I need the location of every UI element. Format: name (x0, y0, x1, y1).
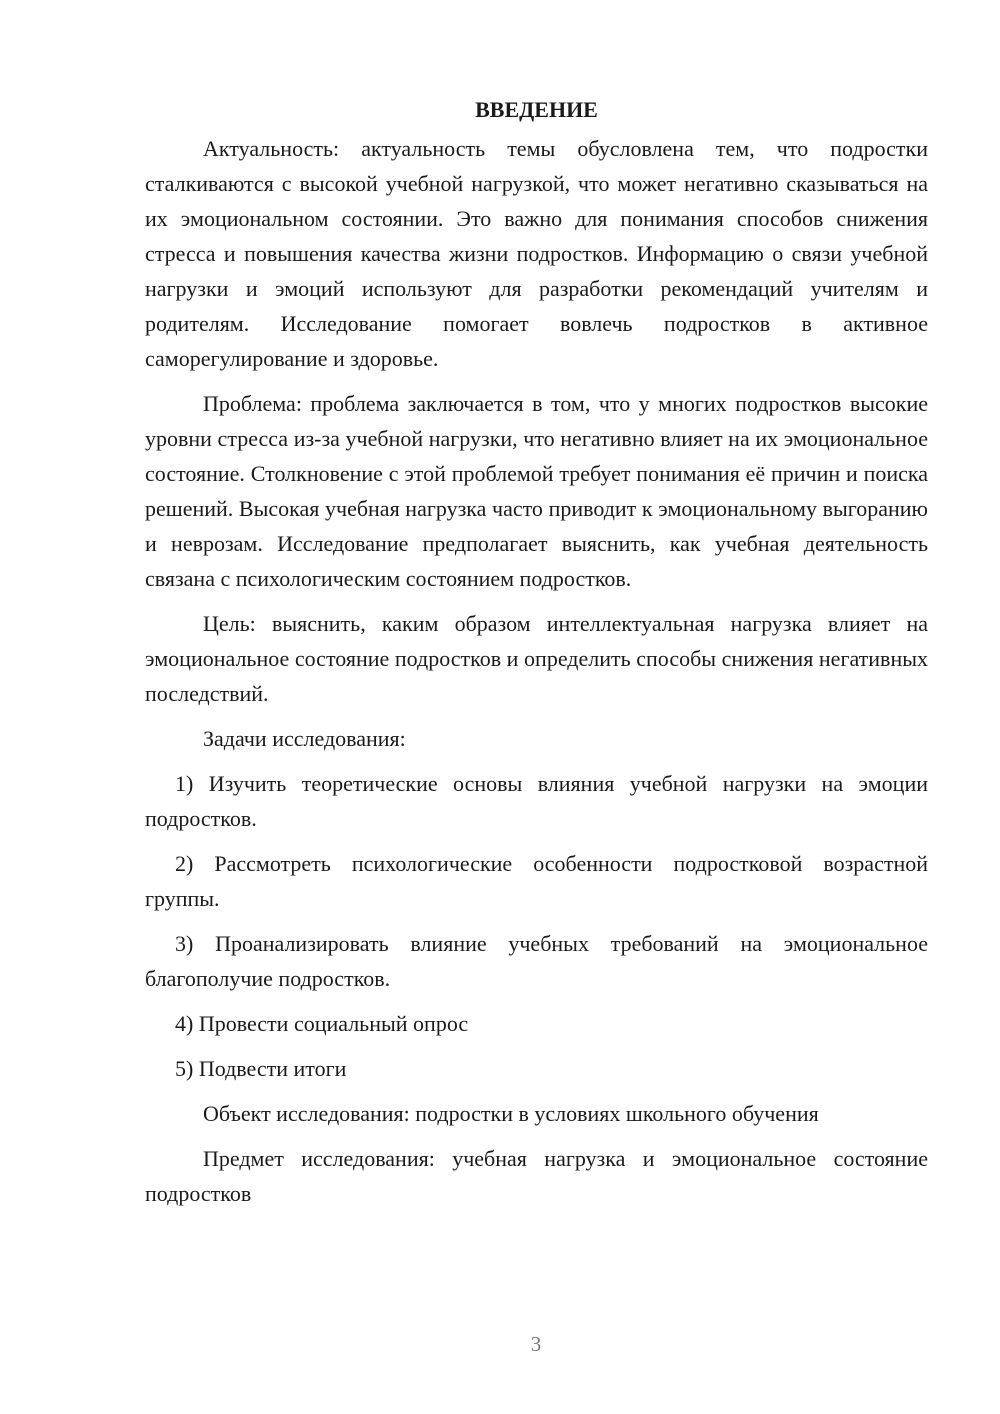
page-number: 3 (530, 1332, 542, 1356)
task-item: 3) Проанализировать влияние учебных требований на эмоциональное благополучие подростков. (145, 931, 928, 991)
page-content (145, 92, 928, 1221)
problem-paragraph: Проблема: проблема заключается в том, что у многих подростков высокие уровни стресса из-за учебной нагрузки, что негативно влияет на их эмоциональное состояние. Столкновение с этой проблемой требует понимания её причин и поиска решений. Высокая учебная нагрузка часто приводит к эмоциональному выгоранию и неврозам. Исследование предполагает выяснить, как учебная деятельность связана с психологическим состоянием подростков. (145, 391, 928, 591)
relevance-paragraph: Актуальность: актуальность темы обусловлена тем, что подростки сталкиваются с высокой учебной нагрузкой, что может негативно сказываться на их эмоциональном состоянии. Это важно для понимания способов снижения стресса и повышения качества жизни подростков. Информацию о связи учебной нагрузки и эмоций используют для разработки рекомендаций учителям и родителям. Исследование помогает вовлечь подростков в активное саморегулирование и здоровье. (145, 136, 928, 371)
research-object: Объект исследования: подростки в условиях школьного обучения (203, 1101, 819, 1126)
task-item: 1) Изучить теоретические основы влияния учебной нагрузки на эмоции подростков. (145, 771, 928, 831)
goal-paragraph: Цель: выяснить, каким образом интеллектуальная нагрузка влияет на эмоциональное состояние подростков и определить способы снижения негативных последствий. (145, 611, 928, 706)
section-title: ВВЕДЕНИЕ (475, 97, 598, 122)
task-item: 5) Подвести итоги (175, 1056, 347, 1081)
tasks-heading: Задачи исследования: (203, 726, 406, 751)
task-item: 2) Рассмотреть психологические особенности подростковой возрастной группы. (145, 851, 928, 911)
task-item: 4) Провести социальный опрос (175, 1011, 469, 1036)
research-subject: Предмет исследования: учебная нагрузка и эмоциональное состояние подростков (145, 1146, 928, 1206)
